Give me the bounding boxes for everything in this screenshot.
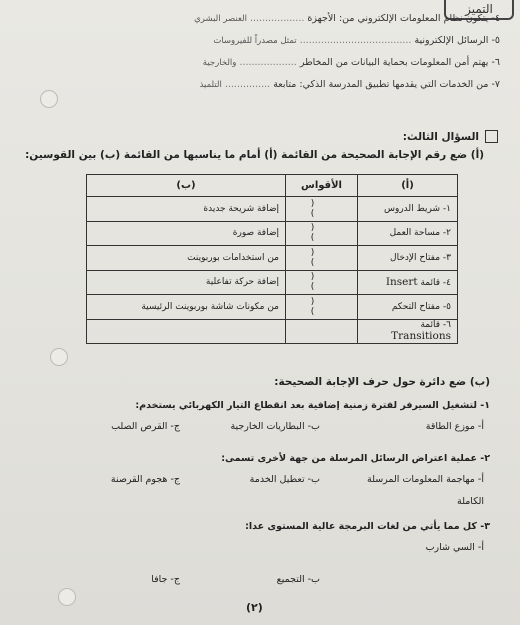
cell-a-english: Transitions: [391, 330, 451, 343]
mcq-option-a[interactable]: أ- موزع الطاقة: [425, 421, 484, 432]
mcq-options: [40, 574, 490, 592]
question-3-instruction: (أ) ضع رقم الإجابة الصحيحة من القائمة (أ) أمام ما يناسبها من القائمة (ب) بين القوسين:: [25, 149, 484, 161]
table-row: [87, 270, 458, 295]
header-col-b: (ب): [87, 175, 286, 197]
fill-line-dots: .....................................: [299, 35, 412, 46]
cell-b: من استخدامات بوربوينت: [87, 246, 286, 271]
fill-line-text: ٧- من الخدمات التي يقدمها تطبيق المدرسة الذكي: متابعة: [273, 79, 500, 90]
cell-b: من مكونات شاشة بوربوينت الرئيسية: [87, 295, 286, 320]
fill-line-text: ٤- يتكون نظام المعلومات الإلكتروني من: الأجهزة: [307, 13, 500, 24]
question-3-header: [25, 130, 498, 161]
mcq-question: ١- لتشغيل السيرفر لفترة زمنية إضافية بعد انقطاع التيار الكهربائي يستخدم:: [135, 400, 490, 411]
fill-line: [30, 8, 500, 30]
cell-brackets[interactable]: ( ): [286, 295, 358, 320]
cell-b: إضافة شريحة جديدة: [87, 197, 286, 222]
cell-brackets[interactable]: [286, 319, 358, 344]
mcq-option-a[interactable]: أ- السي شارب: [425, 542, 484, 553]
question-3-title-row: [25, 130, 498, 143]
fill-line-answer: والخارجية: [202, 58, 237, 68]
cell-b: إضافة حركة تفاعلية: [87, 270, 286, 295]
page-number: (٢): [246, 601, 263, 614]
mcq-option-c[interactable]: ج- جافا: [151, 574, 180, 585]
table-row: [87, 295, 458, 320]
cell-a-prefix: ٦- قائمة: [420, 320, 451, 331]
corner-logo: التميز: [444, 0, 514, 20]
mcq-options: [40, 542, 490, 560]
fill-line-answer: تمثل مصدراً للفيروسات: [213, 36, 297, 46]
cell-brackets[interactable]: ( ): [286, 221, 358, 246]
cell-a: ٢- مساحة العمل: [358, 221, 458, 246]
fill-line: [30, 52, 500, 74]
cell-brackets[interactable]: ( ): [286, 270, 358, 295]
fill-line-text: ٦- يهتم أمن المعلومات بحماية البيانات من المخاطر: [299, 57, 500, 68]
fill-line-dots: ...............: [224, 79, 271, 90]
cell-a: ٣- مفتاح الإدخال: [358, 246, 458, 271]
mcq-option-b[interactable]: ب- تعطيل الخدمة: [249, 474, 320, 485]
fill-in-section: [30, 8, 500, 96]
cell-a-prefix: ٤- قائمة: [420, 278, 451, 289]
fill-line-dots: ..................: [250, 13, 305, 24]
cell-a: [358, 319, 458, 344]
question-3-title: السؤال الثالث:: [402, 130, 479, 143]
table-row: [87, 246, 458, 271]
mcq-option-c[interactable]: ج- هجوم القرصنة: [110, 474, 180, 485]
cell-brackets[interactable]: ( ): [286, 197, 358, 222]
matching-table: [86, 174, 458, 344]
fill-line-dots: ...................: [239, 57, 297, 68]
punch-hole: [40, 90, 58, 108]
mcq-question: ٢- عملية اعتراض الرسائل المرسلة من جهة لأخرى تسمى:: [221, 453, 490, 464]
table-row: [87, 221, 458, 246]
fill-line-text: ٥- الرسائل الإلكترونية: [414, 35, 500, 46]
fill-line-answer: التلميذ: [199, 80, 222, 90]
mcq-options: [40, 474, 490, 492]
mcq-question: ٣- كل مما يأتي من لغات البرمجة عالية المستوى عدا:: [245, 521, 490, 532]
fill-line: [30, 30, 500, 52]
cell-b: [87, 319, 286, 344]
cell-b: إضافة صورة: [87, 221, 286, 246]
cell-a: ٥- مفتاح التحكم: [358, 295, 458, 320]
header-col-a: (أ): [358, 175, 458, 197]
score-box: [485, 130, 498, 143]
mcq-option-b[interactable]: ب- التجميع: [276, 574, 320, 585]
cell-brackets[interactable]: ( ): [286, 246, 358, 271]
cell-a: [358, 270, 458, 295]
punch-hole: [50, 348, 68, 366]
part-b-heading: (ب) ضع دائرة حول حرف الإجابة الصحيحة:: [274, 376, 490, 388]
mcq-option-b[interactable]: ب- البطاريات الخارجية: [230, 421, 320, 432]
fill-line-answer: العنصر البشري: [194, 14, 247, 24]
cell-a-english: Insert: [385, 276, 418, 289]
mcq-options: [40, 421, 490, 439]
table-row: [87, 319, 458, 344]
part-b-section: [40, 376, 490, 606]
cell-a: ١- شريط الدروس: [358, 197, 458, 222]
fill-line: [30, 74, 500, 96]
header-col-brackets: الأقواس: [286, 175, 358, 197]
table-header-row: [87, 175, 458, 197]
table-row: [87, 197, 458, 222]
mcq-option-a[interactable]: أ- مهاجمة المعلومات المرسلة: [366, 474, 484, 485]
mcq-option-continuation: الكاملة: [456, 496, 484, 507]
mcq-option-c[interactable]: ج- القرص الصلب: [111, 421, 180, 432]
